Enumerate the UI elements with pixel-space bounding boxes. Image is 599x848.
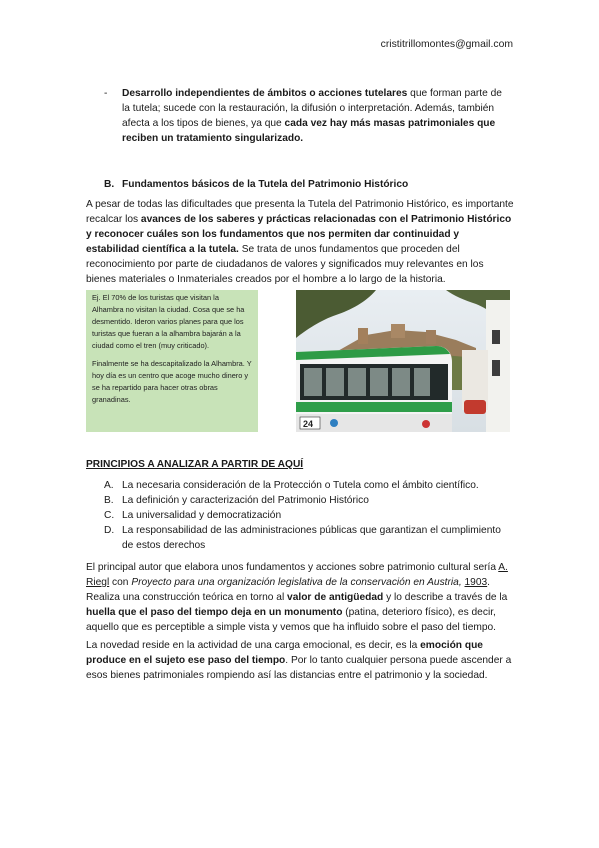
para2-text-1: El principal autor que elabora unos fundamentos y acciones sobre patrimonio cultural sería [86, 562, 499, 573]
bus-number: 24 [303, 419, 314, 429]
alhambra-bus-photo [296, 290, 510, 432]
principios-list [104, 478, 514, 553]
list-item-text: La definición y caracterización del Patrimonio Histórico [122, 495, 369, 506]
bullet-text-1: que forman parte de la tutela; sucede con la restauración, la difusión o interpretación. Además, también afecta a los tipos de bienes, ya que [122, 88, 502, 129]
list-item-letter: B. [104, 495, 114, 506]
para3-text-1: La novedad reside en la actividad de una carga emocional, es decir, es la [86, 640, 421, 651]
principios-heading: PRINCIPIOS A ANALIZAR A PARTIR DE AQUÍ [86, 459, 304, 470]
para2-bold-1: valor de antigüedad [287, 592, 384, 603]
list-item-letter: A. [104, 480, 114, 491]
list-item-text: La universalidad y democratización [122, 510, 282, 521]
note-paragraph-1: Ej. El 70% de los turistas que visitan la Alhambra no visitan la ciudad. Cosa que se ha desmentido. Ideron varios planes para que los turistas que fueran a la alhambra bajarán a la ciudad como el tren (muy criticado). [92, 293, 245, 350]
para2-text-2: con [109, 577, 132, 588]
book-title: Proyecto para una organización legislativa de la conservación en Austria, [131, 577, 462, 588]
paragraph-riegl [86, 560, 514, 635]
section-title: Fundamentos básicos de la Tutela del Patrimonio Histórico [122, 179, 409, 190]
author-link: A. Riegl [86, 562, 508, 588]
list-item-letter: C. [104, 510, 115, 521]
para2-text-6: (patina, deterioro físico), es decir, aquello que es perceptible a simple vista y vemos que ha influido sobre el paso del tiempo. [86, 607, 497, 633]
year: 1903 [464, 577, 488, 588]
para1-text-2: Se trata de unos fundamentos que proceden del reconocimiento por parte de ciudadanos de valores y significados muy relevantes en los bienes materiales o Inmateriales creados por el hombre a lo largo de la historia. [86, 244, 484, 285]
para1-bold: avances de los saberes y prácticas relacionadas con el Patrimonio Histórico y reconocer cuáles son los fundamentos que nos permiten dar continuidad y estabilidad científica a la tutela. [86, 214, 512, 255]
list-item [104, 493, 514, 508]
photo-illustration [296, 290, 510, 432]
bullet-marker: - [104, 88, 108, 99]
para2-bold-2: huella que el paso del tiempo deja en un monumento [86, 607, 343, 618]
bullet-paragraph [122, 86, 506, 146]
list-item-text: La responsabilidad de las administraciones públicas que garantizan el cumplimiento de estos derechos [122, 525, 501, 551]
para3-text-2: . Por lo tanto cualquier persona puede ascender a esos bienes patrimoniales rompiendo así las distancias entre el patrimonio y la sociedad. [86, 655, 512, 681]
note-paragraph-2: Finalmente se ha descapitalizado la Alhambra. Y hoy día es un centro que acoge mucho dinero y se ha repartido para hacer otras obras granadinas. [92, 359, 252, 404]
example-note-box [86, 290, 258, 432]
para2-text-5: y lo describe a través de la [383, 592, 508, 603]
para1-text-1: A pesar de todas las dificultades que presenta la Tutela del Patrimonio Histórico, es importante recalcar los [86, 199, 514, 225]
paragraph-fundamentos [86, 197, 514, 287]
bullet-bold-1: Desarrollo independientes de ámbitos o acciones tutelares [122, 88, 408, 99]
list-item [104, 523, 514, 553]
header-email: cristitrillomontes@gmail.com [380, 39, 513, 50]
list-item [104, 508, 514, 523]
list-item [104, 478, 514, 493]
list-item-letter: D. [104, 525, 115, 536]
bullet-bold-2: cada vez hay más masas patrimoniales que reciben un tratamiento singularizado. [122, 118, 496, 144]
para3-bold: emoción que produce en el sujeto ese paso del tiempo [86, 640, 483, 666]
section-letter: B. [104, 179, 115, 190]
section-heading-b [104, 177, 408, 192]
para2-text-4: . Realiza una construcción teórica en torno al [86, 577, 491, 603]
list-item-text: La necesaria consideración de la Protección o Tutela como el ámbito científico. [122, 480, 479, 491]
paragraph-novedad [86, 638, 514, 683]
